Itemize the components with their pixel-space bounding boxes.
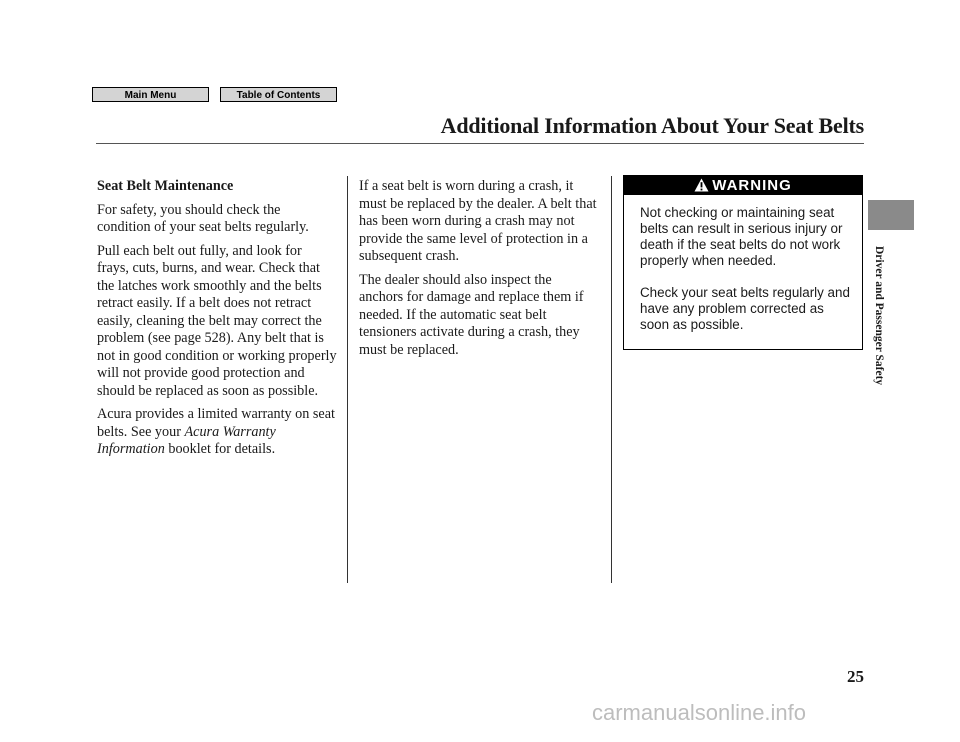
section-heading: Seat Belt Maintenance — [97, 178, 234, 194]
warning-triangle-icon — [694, 178, 709, 192]
page-title: Additional Information About Your Seat Belts — [440, 113, 864, 138]
paragraph-text: booklet for details. — [164, 441, 276, 457]
column-divider — [347, 176, 348, 583]
page-number: 25 — [847, 667, 864, 686]
warning-header — [624, 176, 862, 195]
footer-watermark: carmanualsonline.info — [592, 700, 807, 725]
middle-column — [359, 178, 599, 365]
warning-body — [624, 195, 862, 333]
paragraph-text: Acura provides a limited warranty on seat belts. See your — [97, 406, 335, 440]
header-divider — [96, 143, 864, 144]
warning-text: Not checking or maintaining seat belts can result in serious injury or death if the seat belts do not work properly when needed. — [640, 205, 843, 268]
section-tab-marker — [868, 200, 914, 230]
warning-box — [623, 175, 863, 350]
paragraph: The dealer should also inspect the anchors for damage and replace them if needed. If the automatic seat belt tensioners activate during a crash, they must be replaced. — [359, 271, 584, 358]
left-column — [97, 178, 337, 465]
column-divider — [611, 176, 612, 583]
table-of-contents-button[interactable]: Table of Contents — [220, 87, 337, 102]
section-tab-label: Driver and Passenger Safety — [873, 246, 885, 386]
warning-label: WARNING — [712, 177, 792, 194]
paragraph: If a seat belt is worn during a crash, it must be replaced by the dealer. A belt that has been worn during a crash may not provide the same level of protection in a subsequent crash. — [359, 178, 597, 264]
warning-text: Check your seat belts regularly and have any problem corrected as soon as possible. — [640, 285, 850, 332]
paragraph: For safety, you should check the condition of your seat belts regularly. — [97, 201, 309, 235]
paragraph: Pull each belt out fully, and look for frays, cuts, burns, and wear. Check that the latches work smoothly and the belts retract easily. If a belt does not retract easily, cleaning the belt may correct the problem (see page 528). Any belt that is not in good condition or working properly will not provide good protection and should be replaced as soon as possible. — [97, 242, 337, 399]
paragraph — [97, 406, 337, 459]
main-menu-button[interactable]: Main Menu — [92, 87, 209, 102]
warranty-booklet-title: Acura Warranty Information — [97, 423, 276, 457]
